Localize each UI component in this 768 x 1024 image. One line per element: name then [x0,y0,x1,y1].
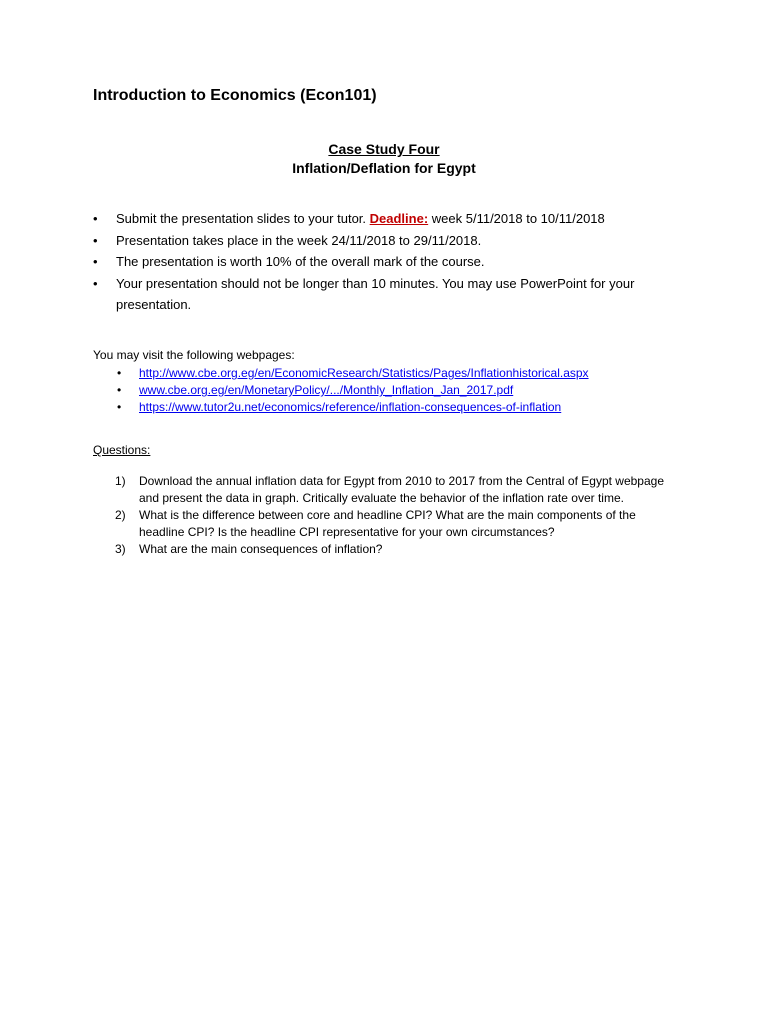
instruction-item [93,230,673,252]
bullet-icon: • [93,211,98,226]
question-item [93,541,683,558]
instruction-text: Your presentation should not be longer than 10 minutes. You may use PowerPoint for your presentation. [116,275,635,312]
instruction-item [93,251,673,273]
links-intro: You may visit the following webpages: [93,348,295,362]
instruction-text: The presentation is worth 10% of the overall mark of the course. [116,254,485,269]
bullet-icon: • [117,366,122,380]
question-text: What is the difference between core and headline CPI? What are the main components of the headline CPI? Is the headline CPI representative for your own circumstances? [139,508,636,539]
deadline-label: Deadline: [369,211,429,226]
bullet-icon: • [93,275,98,291]
tutor2u-inflation-link[interactable]: https://www.tutor2u.net/economics/reference/inflation-consequences-of-inflation [139,400,562,414]
question-list [93,473,683,559]
case-study-subtitle: Inflation/Deflation for Egypt [292,160,476,176]
bullet-icon: • [93,232,98,248]
link-item [93,382,693,399]
instruction-text-tail: week 5/11/2018 to 10/11/2018 [428,211,605,226]
question-text: What are the main consequences of inflation? [139,542,383,556]
questions-heading: Questions: [93,443,151,457]
instruction-item [93,273,673,316]
question-text: Download the annual inflation data for Egypt from 2010 to 2017 from the Central of Egypt webpage and present the data in graph. Critically evaluate the behavior of the inflation rate over time. [139,474,664,505]
cbe-inflation-historical-link[interactable]: http://www.cbe.org.eg/en/EconomicResearch/Statistics/Pages/Inflationhistorical.aspx [139,366,589,380]
cbe-monthly-inflation-link[interactable]: www.cbe.org.eg/en/MonetaryPolicy/.../Monthly_Inflation_Jan_2017.pdf [139,383,514,397]
link-list [93,365,693,416]
instruction-item [93,208,673,230]
instruction-text: Submit the presentation slides to your tutor. [116,211,370,226]
question-number: 2) [115,508,126,522]
instruction-list [93,208,673,316]
bullet-icon: • [117,383,122,397]
link-item [93,399,693,416]
question-number: 1) [115,474,126,488]
question-number: 3) [115,542,126,556]
bullet-icon: • [93,254,98,269]
course-title: Introduction to Economics (Econ101) [93,87,377,104]
case-study-title: Case Study Four [328,141,440,157]
bullet-icon: • [117,400,122,414]
question-item [93,473,683,506]
link-item [93,365,693,382]
instruction-text: Presentation takes place in the week 24/11/2018 to 29/11/2018. [116,232,482,248]
question-item [93,507,683,540]
